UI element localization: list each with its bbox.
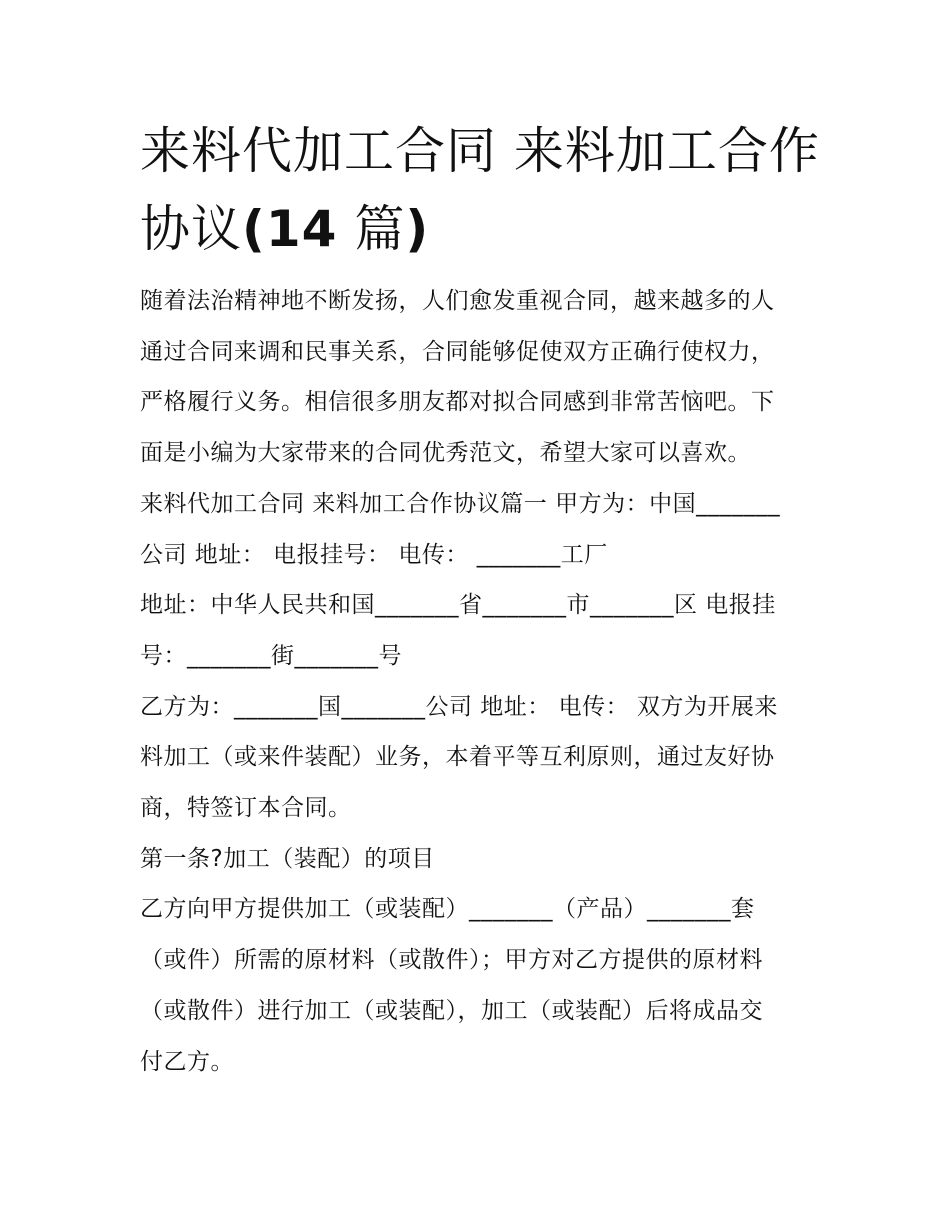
body-line: 商，特签订本合同。 xyxy=(140,795,352,822)
body-line: 严格履行义务。相信很多朋友都对拟合同感到非常苦恼吧。下 xyxy=(140,389,775,416)
body-line: 号：_______街_______号 xyxy=(140,642,402,669)
document-body xyxy=(140,276,820,1087)
body-line: （或件）所需的原材料（或散件）；甲方对乙方提供的原材料 xyxy=(140,947,763,974)
body-line: 公司 地址： 电报挂号： 电传： _______工厂 xyxy=(140,541,608,568)
body-line: 乙方向甲方提供加工（或装配）_______（产品）_______套 xyxy=(140,896,755,923)
document-title xyxy=(140,112,820,268)
body-line: 面是小编为大家带来的合同优秀范文，希望大家可以喜欢。 xyxy=(140,440,751,467)
body-line: 付乙方。 xyxy=(140,1048,234,1075)
body-line: 料加工（或来件装配）业务，本着平等互利原则，通过友好协 xyxy=(140,744,775,771)
body-line: （或散件）进行加工（或装配），加工（或装配）后将成品交 xyxy=(140,997,763,1024)
title-line-2-mid: 篇 xyxy=(337,200,406,258)
title-line-2-prefix: 协议 xyxy=(140,200,242,258)
body-line: 通过合同来调和民事关系，合同能够促使双方正确行使权力， xyxy=(140,338,775,365)
body-line: 随着法治精神地不断发扬，人们愈发重视合同，越来越多的人 xyxy=(140,288,775,314)
body-line: 乙方为：_______国_______公司 地址： 电传： 双方为开展来 xyxy=(140,693,778,720)
title-line-2-count: (14 xyxy=(242,200,338,258)
title-line-1: 来料代加工合同 来料加工合作 xyxy=(140,122,820,180)
body-line: 来料代加工合同 来料加工合作协议篇一 甲方为：中国_______ xyxy=(140,490,781,517)
title-line-2 xyxy=(140,190,820,268)
body-line: 第一条?加工（装配）的项目 xyxy=(140,845,435,872)
title-line-2-end: ) xyxy=(405,200,430,258)
body-line: 地址：中华人民共和国_______省_______市_______区 电报挂 xyxy=(140,592,776,619)
